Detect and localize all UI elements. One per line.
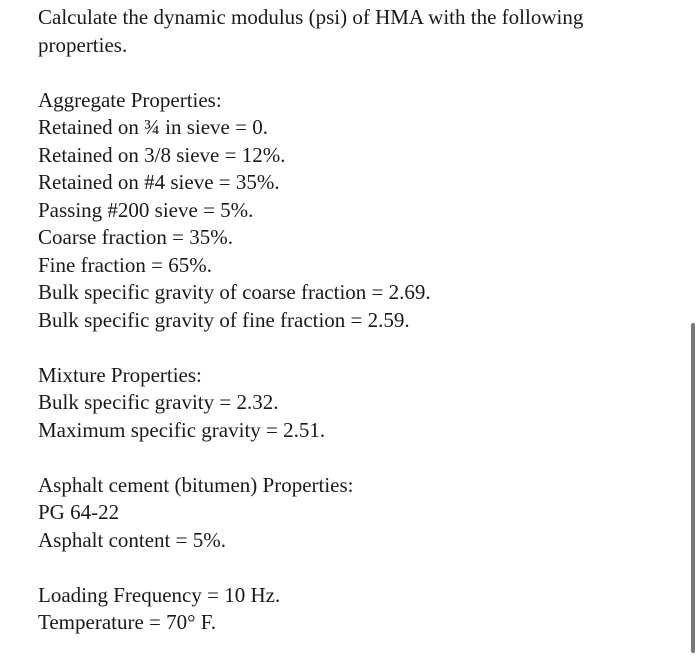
- aggregate-item: Retained on 3/8 sieve = 12%.: [38, 142, 286, 167]
- aggregate-item: Retained on ¾ in sieve = 0.: [38, 115, 268, 139]
- vertical-scrollbar[interactable]: [691, 323, 695, 653]
- document-body: [38, 4, 678, 664]
- question-text: [38, 4, 678, 59]
- mixture-item: Maximum specific gravity = 2.51.: [38, 417, 326, 442]
- mixture-heading: Mixture Properties:: [38, 362, 202, 387]
- temperature: Temperature = 70° F.: [38, 610, 217, 634]
- loading-frequency: Loading Frequency = 10 Hz.: [38, 582, 281, 607]
- aggregate-item: Retained on #4 sieve = 35%.: [38, 170, 280, 194]
- aggregate-properties-section: [38, 87, 678, 335]
- loading-conditions-section: [38, 582, 678, 637]
- asphalt-item: PG 64-22: [38, 500, 120, 524]
- aggregate-item: Bulk specific gravity of coarse fraction = 2.69.: [38, 280, 431, 304]
- mixture-properties-section: [38, 362, 678, 445]
- question-line-1: Calculate the dynamic modulus (psi) of HMA with the following: [38, 5, 584, 29]
- aggregate-item: Coarse fraction = 35%.: [38, 225, 233, 249]
- question-line-2: properties.: [38, 32, 128, 57]
- aggregate-item: Passing #200 sieve = 5%.: [38, 197, 254, 222]
- mixture-item: Bulk specific gravity = 2.32.: [38, 390, 279, 414]
- aggregate-item: Fine fraction = 65%.: [38, 252, 212, 277]
- asphalt-properties-section: [38, 472, 678, 555]
- aggregate-item: Bulk specific gravity of fine fraction = 2.59.: [38, 307, 410, 332]
- aggregate-heading: Aggregate Properties:: [38, 87, 222, 112]
- asphalt-item: Asphalt content = 5%.: [38, 527, 226, 552]
- asphalt-heading: Asphalt cement (bitumen) Properties:: [38, 472, 354, 497]
